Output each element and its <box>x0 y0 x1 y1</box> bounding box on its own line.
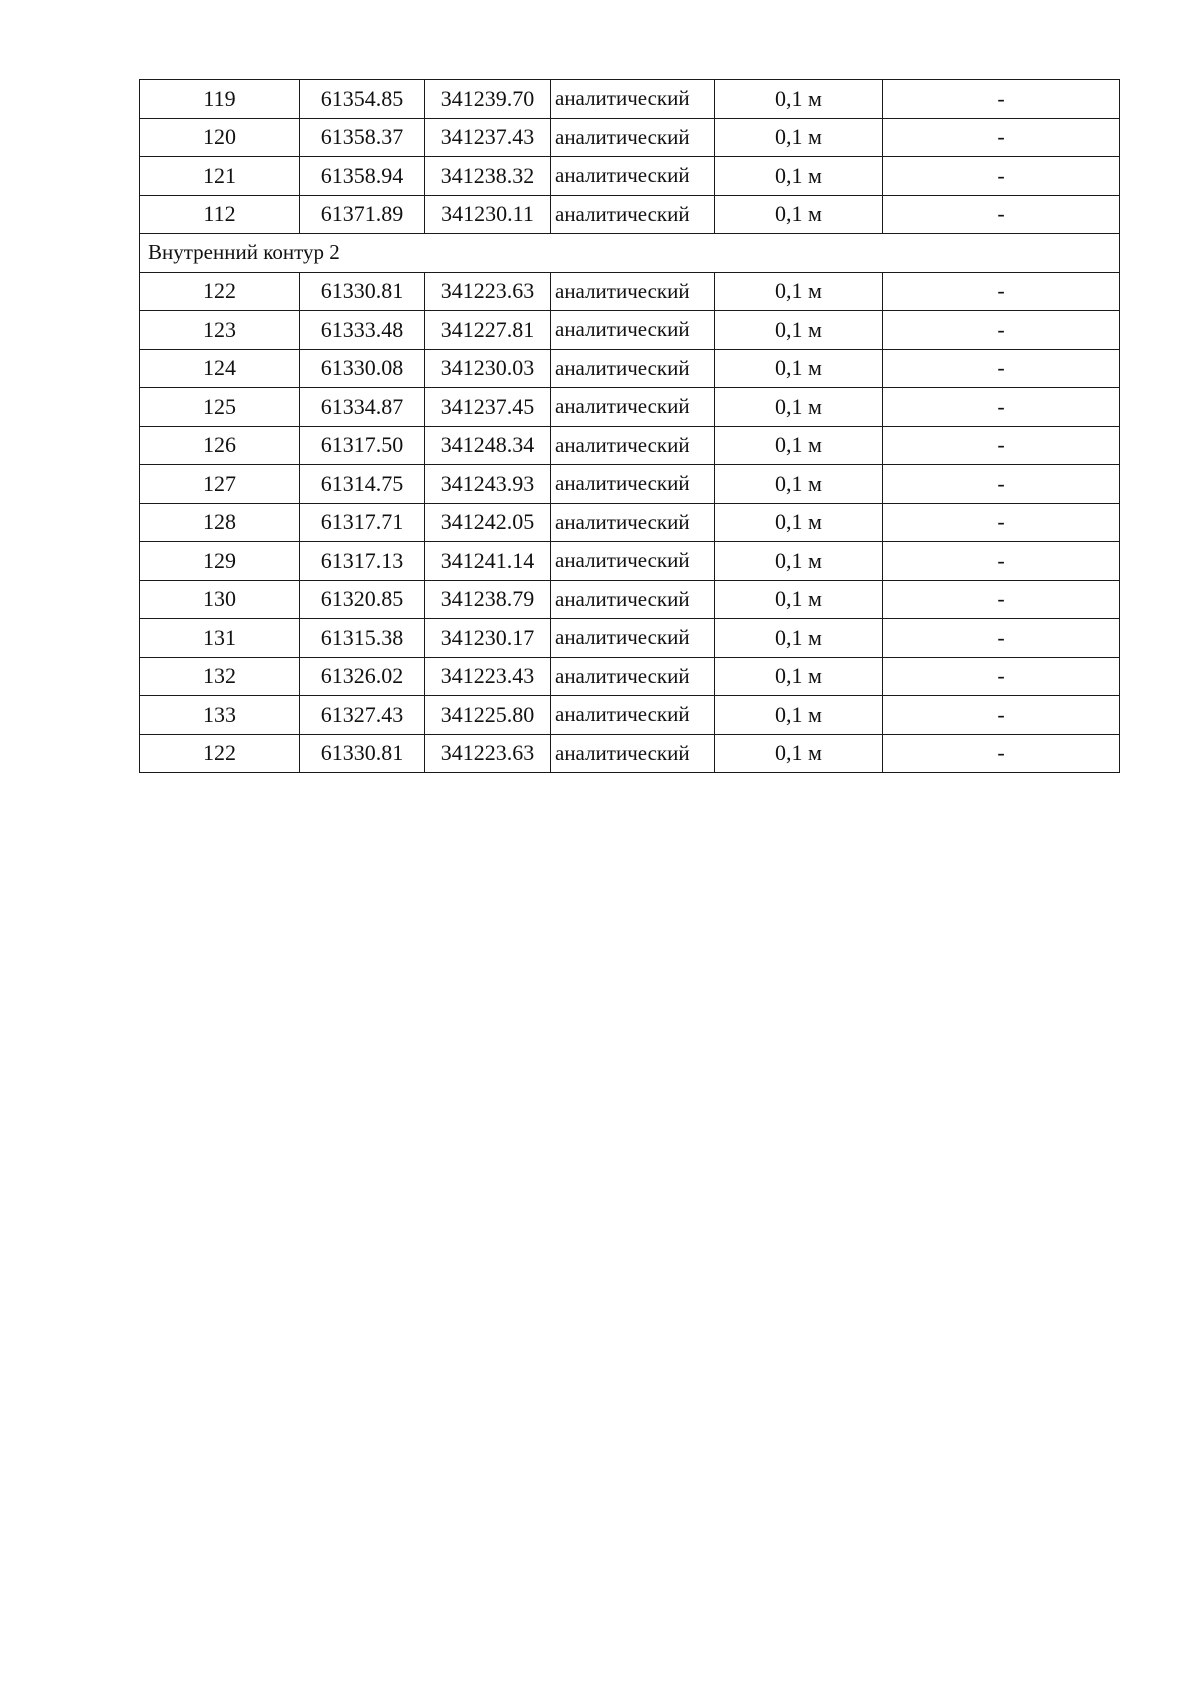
point-number-cell: 131 <box>140 619 300 658</box>
x-coordinate-cell: 61317.13 <box>300 542 425 581</box>
point-number-cell: 129 <box>140 542 300 581</box>
y-coordinate-cell: 341237.45 <box>425 388 551 427</box>
accuracy-cell: 0,1 м <box>715 580 883 619</box>
method-cell: аналитический <box>551 619 715 658</box>
x-coordinate-cell: 61371.89 <box>300 195 425 234</box>
note-cell: - <box>883 388 1120 427</box>
x-coordinate-cell: 61317.71 <box>300 503 425 542</box>
point-number-cell: 122 <box>140 272 300 311</box>
coordinates-table <box>139 79 1120 773</box>
table-row <box>140 503 1120 542</box>
point-number-cell: 130 <box>140 580 300 619</box>
accuracy-cell: 0,1 м <box>715 657 883 696</box>
x-coordinate-cell: 61315.38 <box>300 619 425 658</box>
section-title: Внутренний контур 2 <box>140 234 1120 273</box>
y-coordinate-cell: 341238.79 <box>425 580 551 619</box>
x-coordinate-cell: 61314.75 <box>300 465 425 504</box>
table-row <box>140 657 1120 696</box>
y-coordinate-cell: 341237.43 <box>425 118 551 157</box>
accuracy-cell: 0,1 м <box>715 696 883 735</box>
table-row <box>140 118 1120 157</box>
note-cell: - <box>883 503 1120 542</box>
x-coordinate-cell: 61326.02 <box>300 657 425 696</box>
point-number-cell: 112 <box>140 195 300 234</box>
note-cell: - <box>883 426 1120 465</box>
y-coordinate-cell: 341223.43 <box>425 657 551 696</box>
x-coordinate-cell: 61333.48 <box>300 311 425 350</box>
section-row <box>140 234 1120 273</box>
y-coordinate-cell: 341248.34 <box>425 426 551 465</box>
point-number-cell: 121 <box>140 157 300 196</box>
accuracy-cell: 0,1 м <box>715 311 883 350</box>
accuracy-cell: 0,1 м <box>715 157 883 196</box>
x-coordinate-cell: 61358.94 <box>300 157 425 196</box>
y-coordinate-cell: 341243.93 <box>425 465 551 504</box>
method-cell: аналитический <box>551 349 715 388</box>
accuracy-cell: 0,1 м <box>715 272 883 311</box>
note-cell: - <box>883 195 1120 234</box>
x-coordinate-cell: 61358.37 <box>300 118 425 157</box>
note-cell: - <box>883 580 1120 619</box>
point-number-cell: 122 <box>140 734 300 773</box>
table-row <box>140 734 1120 773</box>
accuracy-cell: 0,1 м <box>715 349 883 388</box>
point-number-cell: 120 <box>140 118 300 157</box>
point-number-cell: 126 <box>140 426 300 465</box>
method-cell: аналитический <box>551 118 715 157</box>
method-cell: аналитический <box>551 503 715 542</box>
y-coordinate-cell: 341227.81 <box>425 311 551 350</box>
note-cell: - <box>883 657 1120 696</box>
accuracy-cell: 0,1 м <box>715 503 883 542</box>
note-cell: - <box>883 542 1120 581</box>
method-cell: аналитический <box>551 388 715 427</box>
method-cell: аналитический <box>551 657 715 696</box>
y-coordinate-cell: 341239.70 <box>425 80 551 119</box>
method-cell: аналитический <box>551 542 715 581</box>
y-coordinate-cell: 341230.03 <box>425 349 551 388</box>
table-row <box>140 426 1120 465</box>
note-cell: - <box>883 349 1120 388</box>
x-coordinate-cell: 61330.81 <box>300 272 425 311</box>
method-cell: аналитический <box>551 311 715 350</box>
table-row <box>140 580 1120 619</box>
y-coordinate-cell: 341230.17 <box>425 619 551 658</box>
method-cell: аналитический <box>551 734 715 773</box>
point-number-cell: 125 <box>140 388 300 427</box>
accuracy-cell: 0,1 м <box>715 465 883 504</box>
table-row <box>140 696 1120 735</box>
table-row <box>140 619 1120 658</box>
method-cell: аналитический <box>551 157 715 196</box>
note-cell: - <box>883 696 1120 735</box>
point-number-cell: 128 <box>140 503 300 542</box>
table-row <box>140 195 1120 234</box>
note-cell: - <box>883 465 1120 504</box>
note-cell: - <box>883 118 1120 157</box>
note-cell: - <box>883 80 1120 119</box>
y-coordinate-cell: 341230.11 <box>425 195 551 234</box>
x-coordinate-cell: 61354.85 <box>300 80 425 119</box>
y-coordinate-cell: 341223.63 <box>425 272 551 311</box>
y-coordinate-cell: 341223.63 <box>425 734 551 773</box>
table-row <box>140 311 1120 350</box>
table-row <box>140 388 1120 427</box>
table-row <box>140 349 1120 388</box>
accuracy-cell: 0,1 м <box>715 426 883 465</box>
x-coordinate-cell: 61330.08 <box>300 349 425 388</box>
point-number-cell: 127 <box>140 465 300 504</box>
y-coordinate-cell: 341238.32 <box>425 157 551 196</box>
accuracy-cell: 0,1 м <box>715 619 883 658</box>
point-number-cell: 124 <box>140 349 300 388</box>
x-coordinate-cell: 61330.81 <box>300 734 425 773</box>
note-cell: - <box>883 272 1120 311</box>
x-coordinate-cell: 61327.43 <box>300 696 425 735</box>
x-coordinate-cell: 61334.87 <box>300 388 425 427</box>
table-row <box>140 465 1120 504</box>
table-row <box>140 272 1120 311</box>
note-cell: - <box>883 619 1120 658</box>
note-cell: - <box>883 311 1120 350</box>
accuracy-cell: 0,1 м <box>715 195 883 234</box>
y-coordinate-cell: 341225.80 <box>425 696 551 735</box>
method-cell: аналитический <box>551 696 715 735</box>
table-row <box>140 157 1120 196</box>
y-coordinate-cell: 341241.14 <box>425 542 551 581</box>
accuracy-cell: 0,1 м <box>715 734 883 773</box>
method-cell: аналитический <box>551 272 715 311</box>
accuracy-cell: 0,1 м <box>715 118 883 157</box>
accuracy-cell: 0,1 м <box>715 542 883 581</box>
table-row <box>140 542 1120 581</box>
table-row <box>140 80 1120 119</box>
point-number-cell: 133 <box>140 696 300 735</box>
accuracy-cell: 0,1 м <box>715 388 883 427</box>
point-number-cell: 119 <box>140 80 300 119</box>
point-number-cell: 123 <box>140 311 300 350</box>
note-cell: - <box>883 157 1120 196</box>
method-cell: аналитический <box>551 465 715 504</box>
x-coordinate-cell: 61320.85 <box>300 580 425 619</box>
coordinates-table-body <box>140 80 1120 773</box>
y-coordinate-cell: 341242.05 <box>425 503 551 542</box>
method-cell: аналитический <box>551 426 715 465</box>
method-cell: аналитический <box>551 580 715 619</box>
accuracy-cell: 0,1 м <box>715 80 883 119</box>
method-cell: аналитический <box>551 80 715 119</box>
x-coordinate-cell: 61317.50 <box>300 426 425 465</box>
method-cell: аналитический <box>551 195 715 234</box>
note-cell: - <box>883 734 1120 773</box>
point-number-cell: 132 <box>140 657 300 696</box>
